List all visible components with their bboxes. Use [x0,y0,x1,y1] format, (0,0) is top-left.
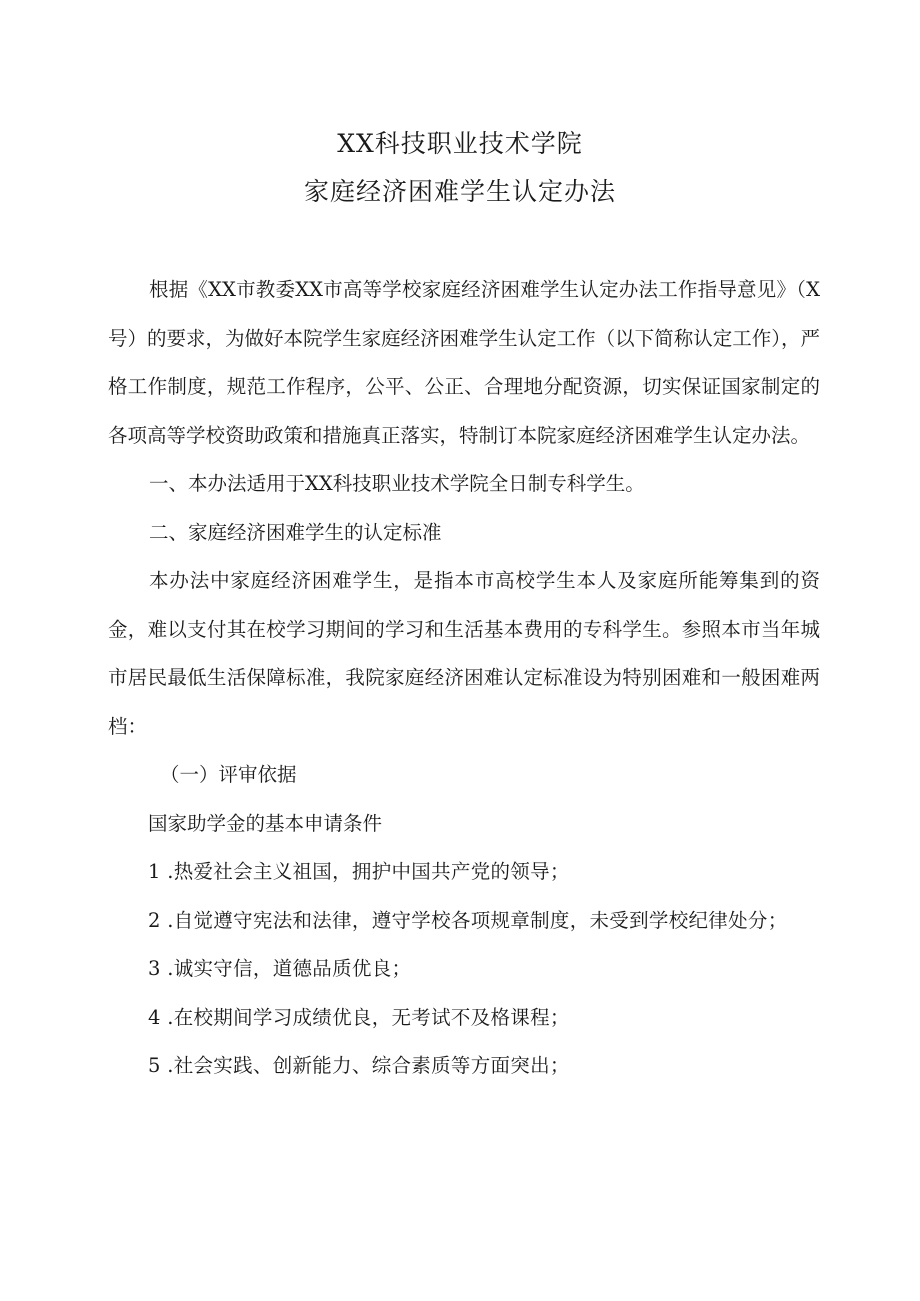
document-body [108,266,820,1091]
section-1-paragraph: 一、本办法适用于XX科技职业技术学院全日制专科学生。 [149,472,645,495]
condition-item: 1 .热爱社会主义祖国，拥护中国共产党的领导； [148,860,570,883]
condition-item: 3 .诚实守信，道德品质优良； [148,957,412,980]
condition-item: 4 .在校期间学习成绩优良，无考试不及格课程； [148,1005,570,1029]
intro-paragraph: 根据《XX市教委XX市高等学校家庭经济困难学生认定办法工作指导意见》（X号）的要求，为做好本院学生家庭经济困难学生认定工作（以下简称认定工作），严格工作制度，规范工作程序，公平、公正、合理地分配资源，切实保证国家制定的各项高等学校资助政策和措施真正落实，特制订本院家庭经济困难学生认定办法。 [108,278,820,447]
document-title: 家庭经济困难学生认定办法 [303,177,616,206]
condition-item: 2 .自觉遵守宪法和法律，遵守学校各项规章制度，未受到学校纪律处分； [148,908,788,932]
condition-item: 5 .社会实践、创新能力、综合素质等方面突出； [148,1054,570,1077]
section-2-heading: 二、家庭经济困难学生的认定标准 [149,520,442,544]
subsection-heading: （一）评审依据 [160,763,297,786]
document-title-institution: XX科技职业技术学院 [337,129,583,158]
definition-paragraph: 本办法中家庭经济困难学生，是指本市高校学生本人及家庭所能筹集到的资金，难以支付其在校学习期间的学习和生活基本费用的专科学生。参照本市当年城市居民最低生活保障标准，我院家庭经济困难认定标准设为特别困难和一般困难两档： [108,569,820,738]
conditions-heading: 国家助学金的基本申请条件 [148,811,383,835]
